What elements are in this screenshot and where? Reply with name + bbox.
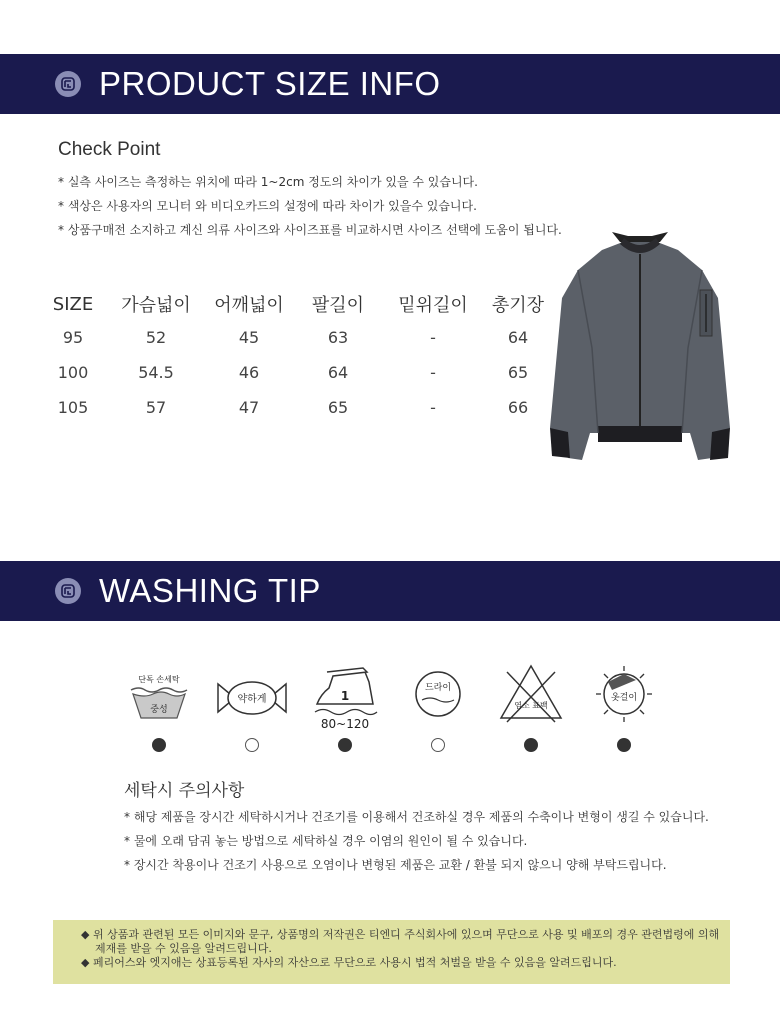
header-cell: 어깨넓이	[214, 295, 284, 316]
hang-dry-shade-icon	[586, 660, 662, 730]
washing-tip-banner	[0, 561, 780, 621]
table-cell: 63	[327, 328, 349, 347]
caution-line: * 장시간 착용이나 건조기 사용으로 오염이나 변형된 제품은 교환 / 환불 되지 않으니 양해 부탁드립니다.	[124, 858, 667, 872]
brand-logo-icon	[55, 578, 81, 604]
note-line: * 색상은 사용자의 모니터 와 비디오카드의 설정에 따라 차이가 있을수 있습니다.	[58, 199, 477, 213]
wash-symbol	[391, 660, 484, 752]
table-cell: 57	[145, 398, 167, 417]
iron-label: 1	[340, 689, 349, 703]
caution-line: * 해당 제품을 장시간 세탁하시거나 건조기를 이용해서 건조하실 경우 제품의 수축이나 변형이 생길 수 있습니다.	[124, 810, 709, 824]
caution-line: * 물에 오래 담궈 놓는 방법으로 세탁하실 경우 이염의 원인이 될 수 있습니다.	[124, 834, 528, 848]
caution-list	[124, 805, 709, 877]
iron-temp-label: 80~120	[320, 717, 369, 730]
brand-logo-icon	[55, 71, 81, 97]
header-cell: 밑위길이	[398, 295, 468, 316]
table-cell: 52	[145, 328, 167, 347]
table-header-row	[44, 288, 558, 320]
selected-dot	[617, 738, 631, 752]
table-cell: 100	[57, 363, 89, 382]
wash-symbol	[205, 660, 298, 752]
table-cell: 95	[62, 328, 84, 347]
note-line: * 실측 사이즈는 측정하는 위치에 따라 1~2cm 정도의 차이가 있을 수 있습니다.	[58, 175, 478, 189]
iron-icon	[307, 660, 383, 730]
wash-symbol	[112, 660, 205, 752]
header-cell: 팔길이	[311, 295, 365, 316]
header-cell: 가슴넓이	[121, 295, 191, 316]
wash-symbol	[577, 660, 670, 752]
table-cell: 65	[327, 398, 349, 417]
wash-symbol	[484, 660, 577, 752]
check-point-title: Check Point	[58, 139, 161, 160]
wash-symbol	[298, 660, 391, 752]
table-row	[44, 320, 558, 355]
unselected-dot	[431, 738, 445, 752]
copyright-footer	[53, 920, 730, 984]
table-cell: 64	[327, 363, 349, 382]
hand-wash-icon	[121, 660, 197, 730]
section-title: PRODUCT SIZE INFO	[99, 65, 441, 102]
table-cell: 66	[507, 398, 529, 417]
selected-dot	[524, 738, 538, 752]
table-cell: -	[430, 398, 436, 417]
table-cell: 46	[238, 363, 260, 382]
hanger-label: 옷걸이	[610, 693, 637, 703]
table-cell: 65	[507, 363, 529, 382]
selected-dot	[338, 738, 352, 752]
note-line: * 상품구매전 소지하고 계신 의류 사이즈와 사이즈표를 비교하시면 사이즈 선택에 도움이 됩니다.	[58, 223, 562, 237]
jacket-image	[540, 228, 740, 468]
hand-wash-label: 중성	[149, 705, 168, 715]
section-title: WASHING TIP	[99, 572, 321, 609]
table-cell: 47	[238, 398, 260, 417]
mild-label: 약하게	[237, 694, 266, 705]
footer-line: ◆ 위 상품과 관련된 모든 이미지와 문구, 상품명의 저작권은 티엔디 주식회사에 있으며 무단으로 사용 및 배포의 경우 관련법령에 의해	[81, 928, 720, 941]
table-cell: -	[430, 328, 436, 347]
product-size-banner	[0, 54, 780, 114]
header-cell: 총기장	[491, 295, 545, 316]
table-cell: 54.5	[138, 363, 174, 382]
footer-line: ◆ 페리어스와 엣지애는 상표등록된 자사의 자산으로 무단으로 사용시 법적 처벌을 받을 수 있음을 알려드립니다.	[81, 956, 617, 969]
no-bleach-icon	[493, 660, 569, 730]
hand-wash-top-label: 단독 손세탁	[137, 675, 180, 684]
table-row	[44, 390, 558, 425]
check-point-notes	[58, 170, 562, 242]
table-cell: 105	[57, 398, 89, 417]
table-cell: -	[430, 363, 436, 382]
table-row	[44, 355, 558, 390]
header-cell: SIZE	[52, 293, 94, 315]
size-table	[44, 288, 558, 425]
table-cell: 45	[238, 328, 260, 347]
bleach-label: 염소 표백	[513, 701, 548, 710]
caution-title: 세탁시 주의사항	[124, 781, 245, 801]
mild-detergent-icon	[214, 660, 290, 730]
washing-icons	[112, 660, 670, 752]
footer-line: 제재를 받을 수 있음을 알려드립니다.	[95, 942, 272, 955]
selected-dot	[152, 738, 166, 752]
unselected-dot	[245, 738, 259, 752]
table-cell: 64	[507, 328, 529, 347]
dry-label: 드라이	[424, 683, 451, 693]
dry-clean-icon	[400, 660, 476, 730]
